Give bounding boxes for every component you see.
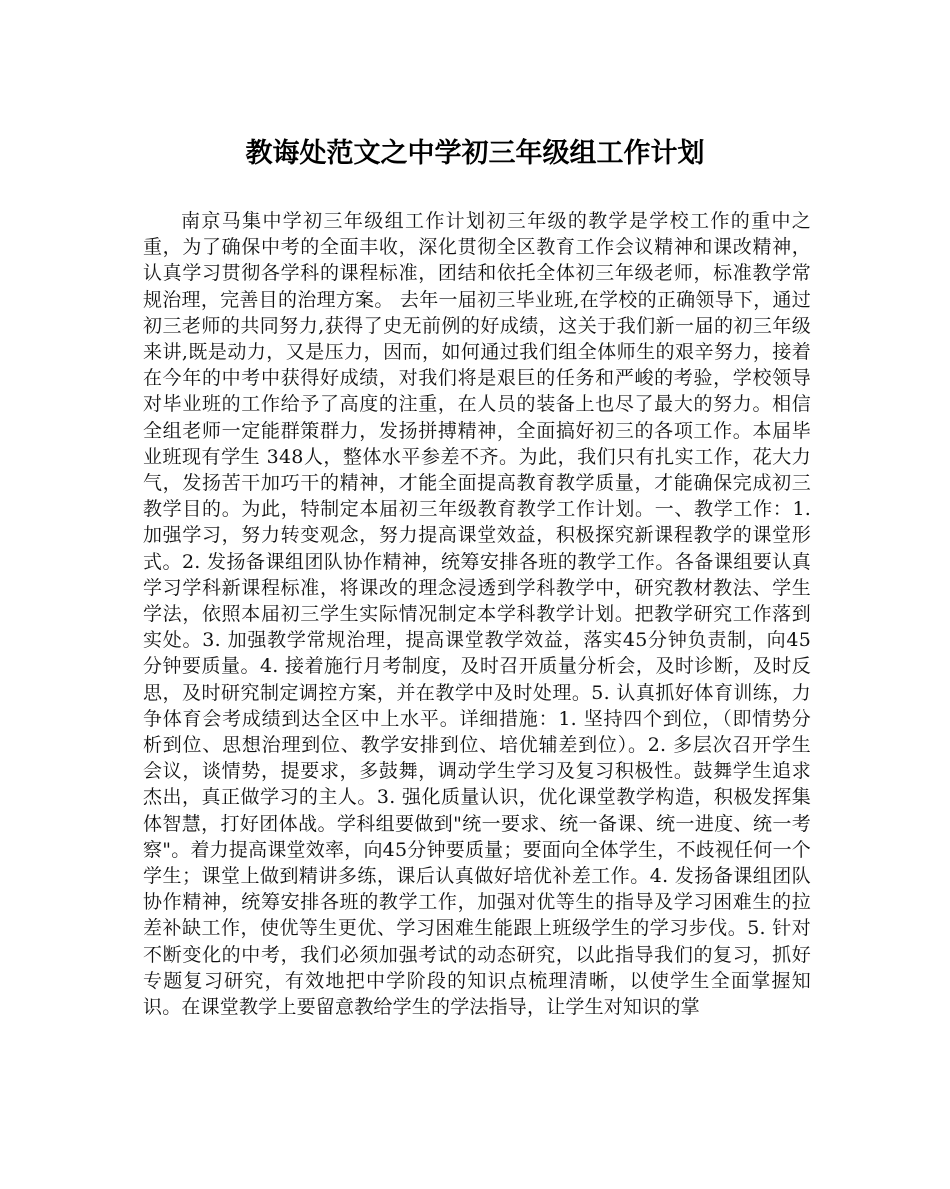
document-body-paragraph: 南京马集中学初三年级组工作计划初三年级的教学是学校工作的重中之重，为了确保中考的全面丰收，深化贯彻全区教育工作会议精神和课改精神，认真学习贯彻各学科的课程标准，团结和依托全体初三年级老师，标准教学常规治理，完善目的治理方案。 去年一届初三毕业班,在学校的正确领导下，通过初三老师的共同努力,获得了史无前例的好成绩，这关于我们新一届的初三年级来讲,既是动力，又是压力，因而，如何通过我们组全体师生的艰辛努力，接着在今年的中考中获得好成绩，对我们将是艰巨的任务和严峻的考验，学校领导对毕业班的工作给予了高度的注重，在人员的装备上也尽了最大的努力。相信全组老师一定能群策群力，发扬拼搏精神，全面搞好初三的各项工作。本届毕业班现有学生 348人，整体水平参差不齐。为此，我们只有扎实工作，花大力气，发扬苦干加巧干的精神，才能全面提高教育教学质量，才能确保完成初三教学目的。为此，特制定本届初三年级教育教学工作计划。一、教学工作：1. 加强学习，努力转变观念，努力提高课堂效益，积极探究新课程教学的课堂形式。2. 发扬备课组团队协作精神，统筹安排各班的教学工作。各备课组要认真学习学科新课程标准，将课改的理念浸透到学科教学中，研究教材教法、学生学法，依照本届初三学生实际情况制定本学科教学计划。把教学研究工作落到实处。3. 加强教学常规治理，提高课堂教学效益，落实45分钟负责制，向45分钟要质量。4. 接着施行月考制度，及时召开质量分析会，及时诊断，及时反思，及时研究制定调控方案，并在教学中及时处理。5. 认真抓好体育训练，力争体育会考成绩到达全区中上水平。详细措施：1. 坚持四个到位，（即情势分析到位、思想治理到位、教学安排到位、培优辅差到位）。2. 多层次召开学生会议，谈情势，提要求，多鼓舞，调动学生学习及复习积极性。鼓舞学生追求杰出，真正做学习的主人。3. 强化质量认识，优化课堂教学构造，积极发挥集体智慧，打好团体战。学科组要做到"统一要求、统一备课、统一进度、统一考察"。着力提高课堂效率，向45分钟要质量；要面向全体学生，不歧视任何一个学生；课堂上做到精讲多练，课后认真做好培优补差工作。4. 发扬备课组团队协作精神，统筹安排各班的教学工作，加强对优等生的指导及学习困难生的拉差补缺工作，使优等生更优、学习困难生能跟上班级学生的学习步伐。5. 针对不断变化的中考，我们必须加强考试的动态研究，以此指导我们的复习，抓好专题复习研究，有效地把中学阶段的知识点梳理清晰，以使学生全面掌握知识。在课堂教学上要留意教给学生的学法指导，让学生对知识的掌 — [143, 210, 811, 1019]
document-title: 教诲处范文之中学初三年级组工作计划 — [245, 138, 705, 169]
